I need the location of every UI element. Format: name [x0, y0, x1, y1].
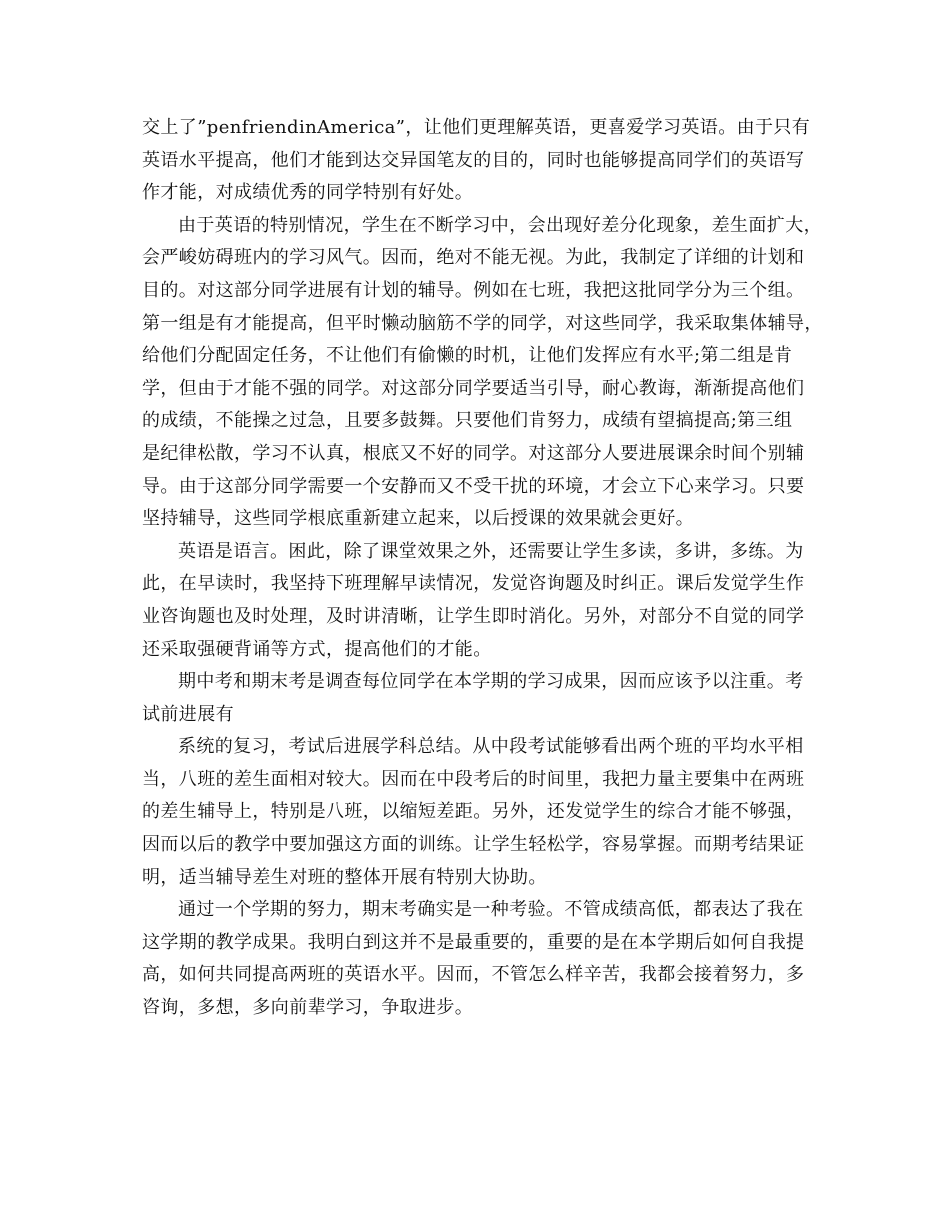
paragraph	[142, 210, 822, 536]
text-line: 因而以后的教学中要加强这方面的训练。让学生轻松学，容易掌握。而期考结果证	[142, 834, 805, 856]
text-line: 系统的复习，考试后进展学科总结。从中段考试能够看出两个班的平均水平相	[178, 736, 804, 758]
paragraph	[142, 536, 822, 666]
text-line: 英语是语言。困此，除了课堂效果之外，还需要让学生多读，多讲，多练。为	[178, 540, 804, 562]
text-line: 期中考和期末考是调查每位同学在本学期的学习成果，因而应该予以注重。考	[178, 671, 804, 693]
text-line: 英语水平提高，他们才能到达交异国笔友的目的，同时也能够提高同学们的英语写	[142, 149, 805, 171]
text-line: 是纪律松散，学习不认真，根底又不好的同学。对这部分人要进展课余时间个别辅	[142, 442, 805, 464]
text-line: 高，如何共同提高两班的英语水平。因而，不管怎么样辛苦，我都会接着努力，多	[142, 964, 805, 986]
paragraph	[142, 112, 822, 210]
text-line: 由于英语的特别情况，学生在不断学习中，会出现好差分化现象，差生面扩大，	[178, 214, 822, 236]
text-line: 还采取强硬背诵等方式，提高他们的才能。	[142, 638, 492, 660]
text-line: 学，但由于才能不强的同学。对这部分同学要适当引导，耐心教诲，渐渐提高他们	[142, 377, 805, 399]
text-line: 通过一个学期的努力，期末考确实是一种考验。不管成绩高低，都表达了我在	[178, 899, 804, 921]
text-line: 目的。对这部分同学进展有计划的辅导。例如在七班，我把这批同学分为三个组。	[142, 279, 805, 301]
text-line: 第一组是有才能提高，但平时懒动脑筋不学的同学，对这些同学，我采取集体辅导，	[142, 312, 823, 334]
text-line: 会严峻妨碍班内的学习风气。因而，绝对不能无视。为此，我制定了详细的计划和	[142, 247, 805, 269]
paragraph	[142, 666, 822, 731]
document-body	[142, 112, 822, 1025]
text-line: 明，适当辅导差生对班的整体开展有特别大协助。	[142, 866, 547, 888]
text-line: 业咨询题也及时处理，及时讲清晰，让学生即时消化。另外，对部分不自觉的同学	[142, 605, 805, 627]
paragraph	[142, 731, 822, 894]
text-line: 交上了”penfriendinAmerica”，让他们更理解英语，更喜爱学习英语。由于只有	[142, 117, 811, 138]
text-line: 作才能，对成绩优秀的同学特别有好处。	[142, 182, 474, 204]
text-line: 试前进展有	[142, 703, 234, 725]
text-line: 这学期的教学成果。我明白到这并不是最重要的，重要的是在本学期后如何自我提	[142, 931, 805, 953]
text-line: 导。由于这部分同学需要一个安静而又不受干扰的环境，才会立下心来学习。只要	[142, 475, 805, 497]
text-line: 咨询，多想，多向前辈学习，争取进步。	[142, 997, 474, 1019]
text-line: 的成绩，不能操之过急，且要多鼓舞。只要他们肯努力，成绩有望搞提高;第三组	[142, 410, 793, 432]
text-line: 坚持辅导，这些同学根底重新建立起来，以后授课的效果就会更好。	[142, 508, 694, 530]
paragraph	[142, 894, 822, 1024]
text-line: 的差生辅导上，特别是八班，以缩短差距。另外，还发觉学生的综合才能不够强，	[142, 801, 805, 823]
text-line: 当，八班的差生面相对较大。因而在中段考后的时间里，我把力量主要集中在两班	[142, 768, 805, 790]
text-line: 给他们分配固定任务，不让他们有偷懒的时机，让他们发挥应有水平;第二组是肯	[142, 345, 793, 367]
text-line: 此，在早读时，我坚持下班理解早读情况，发觉咨询题及时纠正。课后发觉学生作	[142, 573, 805, 595]
